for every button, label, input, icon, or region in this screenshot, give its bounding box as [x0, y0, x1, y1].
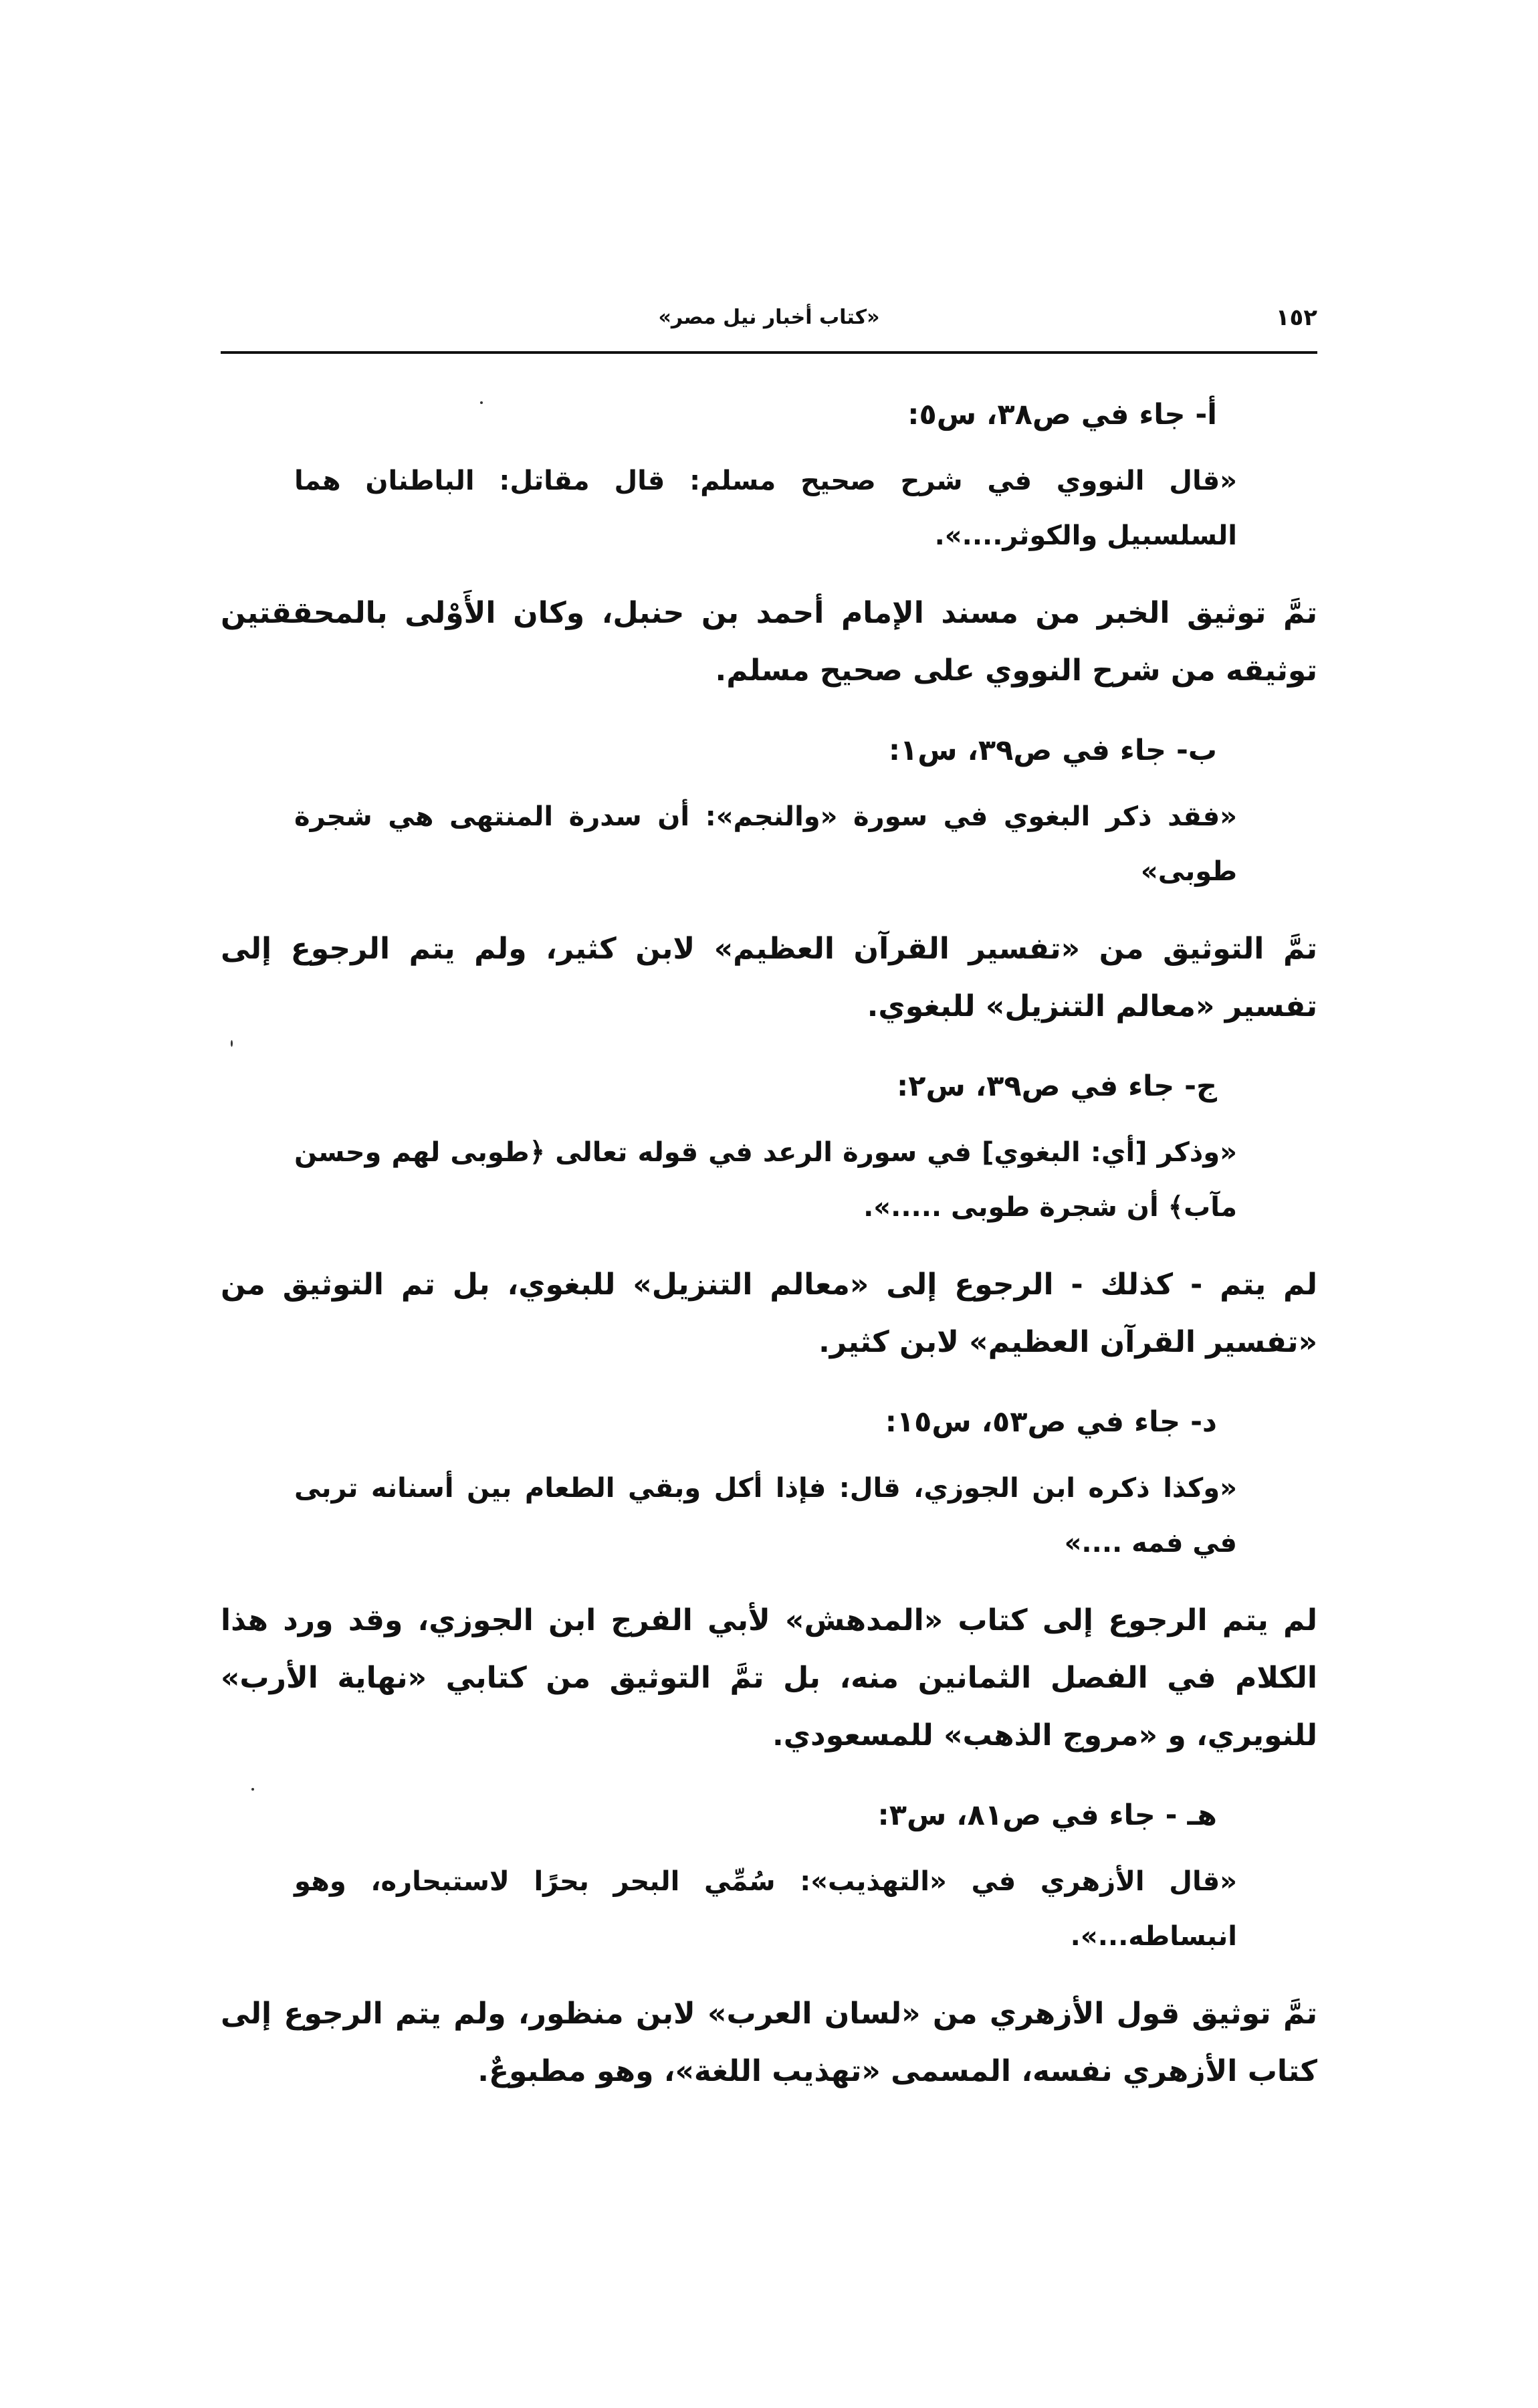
- commentary-e: تمَّ توثيق قول الأزهري من «لسان العرب» لابن منظور، ولم يتم الرجوع إلى كتاب الأزهري نفسه، المسمى «تهذيب اللغة»، وهو مطبوعٌ.: [221, 1997, 1317, 2088]
- page-number: ١٥٢: [1275, 304, 1317, 331]
- print-speck: [251, 1788, 254, 1791]
- item-label-b: ب- جاء في ص٣٩، س١:: [888, 734, 1217, 767]
- item-label-c: ج- جاء في ص٣٩، س٢:: [897, 1070, 1217, 1103]
- quote-c: «وذكر [أي: البغوي] في سورة الرعد في قوله تعالى ﴿طوبى لهم وحسن مآب﴾ أن شجرة طوبى .....».: [294, 1137, 1237, 1223]
- book-page: [221, 0, 1317, 2408]
- quote-b: «فقد ذكر البغوي في سورة «والنجم»: أن سدرة المنتهى هي شجرة طوبى»: [294, 801, 1237, 887]
- item-label-e: هـ - جاء في ص٨١، س٣:: [877, 1799, 1217, 1832]
- quote-d: «وكذا ذكره ابن الجوزي، قال: فإذا أكل وبقي الطعام بين أسنانه تربى في فمه ....»: [294, 1473, 1237, 1559]
- print-speck: [231, 1040, 233, 1047]
- running-title: «كتاب أخبار نيل مصر»: [658, 306, 880, 329]
- print-speck: [480, 401, 483, 404]
- item-label-a: أ- جاء في ص٣٨، س٥:: [907, 398, 1217, 431]
- header-rule: [221, 351, 1317, 354]
- commentary-c: لم يتم - كذلك - الرجوع إلى «معالم التنزيل» للبغوي، بل تم التوثيق من «تفسير القرآن العظيم» لابن كثير.: [221, 1268, 1317, 1359]
- commentary-a: تمَّ توثيق الخبر من مسند الإمام أحمد بن حنبل، وكان الأَوْلى بالمحققتين توثيقه من شرح النووي على صحيح مسلم.: [221, 596, 1317, 688]
- quote-a: «قال النووي في شرح صحيح مسلم: قال مقاتل: الباطنان هما السلسبيل والكوثر....».: [294, 466, 1237, 551]
- running-header: [221, 304, 1317, 344]
- body-text: [221, 388, 1317, 2124]
- commentary-d: لم يتم الرجوع إلى كتاب «المدهش» لأبي الفرج ابن الجوزي، وقد ورد هذا الكلام في الفصل الثمانين منه، بل تمَّ التوثيق من كتابي «نهاية الأرب» للنويري، و «مروج الذهب» للمسعودي.: [221, 1603, 1317, 1752]
- item-label-d: د- جاء في ص٥٣، س١٥:: [885, 1405, 1217, 1439]
- quote-e: «قال الأزهري في «التهذيب»: سُمِّي البحر بحرًا لاستبحاره، وهو انبساطه...».: [294, 1866, 1237, 1952]
- commentary-b: تمَّ التوثيق من «تفسير القرآن العظيم» لابن كثير، ولم يتم الرجوع إلى تفسير «معالم التنزيل» للبغوي.: [221, 932, 1317, 1023]
